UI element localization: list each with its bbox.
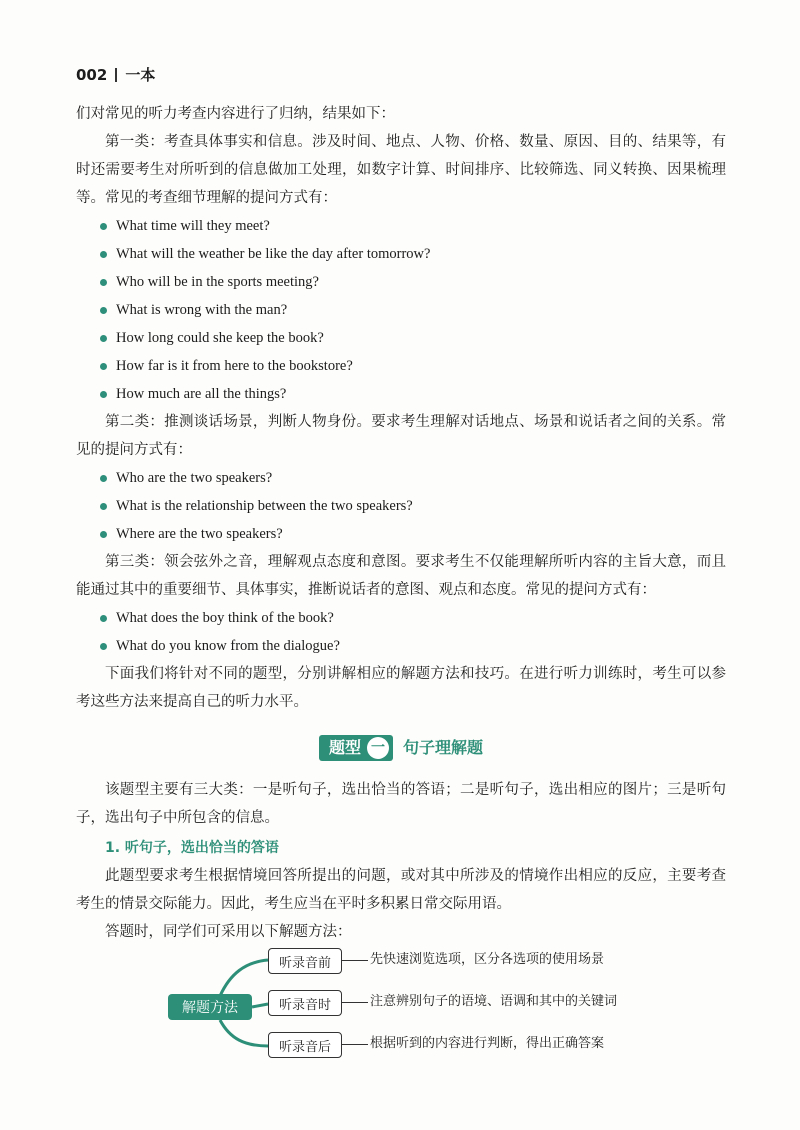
bullet-icon (100, 279, 107, 286)
section-title: 句子理解题 (403, 738, 484, 757)
page-body (76, 100, 726, 946)
category-2-questions (76, 464, 726, 548)
bullet-icon (100, 531, 107, 538)
category-3-questions (76, 604, 726, 660)
question-item: Where are the two speakers? (98, 520, 726, 548)
bullet-icon (100, 643, 107, 650)
category-2-text: 第二类：推测谈话场景，判断人物身份。要求考生理解对话地点、场景和说话者之间的关系。常见的提问方式有： (76, 414, 726, 458)
question-item: Who are the two speakers? (98, 464, 726, 492)
header-divider (115, 68, 117, 82)
diagram-root: 解题方法 (168, 994, 252, 1020)
branch-after-label: 听录音后 (268, 1032, 342, 1058)
question-item: What do you know from the dialogue? (98, 632, 726, 660)
question-item: What will the weather be like the day after tomorrow? (98, 240, 726, 268)
book-title: 一本 (125, 66, 156, 84)
section-intro: 该题型主要有三大类：一是听句子，选出恰当的答语；二是听句子，选出相应的图片；三是听句子，选出句子中所包含的信息。 (76, 782, 726, 826)
subsection-heading: 1. 听句子，选出恰当的答语 (105, 840, 279, 856)
page-number: 002 (76, 65, 108, 84)
page-header (76, 64, 155, 85)
question-type-tag: 题型 一 (319, 735, 393, 761)
question-item: What time will they meet? (98, 212, 726, 240)
question-item: How far is it from here to the bookstore? (98, 352, 726, 380)
method-diagram (160, 944, 680, 1064)
branch-during-label: 听录音时 (268, 990, 342, 1016)
bullet-icon (100, 503, 107, 510)
bullet-icon (100, 363, 107, 370)
question-item: How much are all the things? (98, 380, 726, 408)
branch-before-label: 听录音前 (268, 948, 342, 974)
bullet-icon (100, 307, 107, 314)
branch-during-desc: 注意辨别句子的语境、语调和其中的关键词 (370, 994, 618, 1009)
connector-line (342, 960, 368, 961)
subsection-text: 此题型要求考生根据情境回答所提出的问题，或对其中所涉及的情境作出相应的反应，主要考查考生的情景交际能力。因此，考生应当在平时多积累日常交际用语。 (76, 868, 726, 912)
branch-before-desc: 先快速浏览选项，区分各选项的使用场景 (370, 952, 605, 967)
section-banner (76, 734, 726, 762)
question-item: What is wrong with the man? (98, 296, 726, 324)
intro-line: 们对常见的听力考查内容进行了归纳，结果如下： (76, 106, 395, 122)
bullet-icon (100, 475, 107, 482)
category-1-questions (76, 212, 726, 408)
bullet-icon (100, 223, 107, 230)
question-item: Who will be in the sports meeting? (98, 268, 726, 296)
connector-line (342, 1002, 368, 1003)
category-1-text: 第一类：考查具体事实和信息。涉及时间、地点、人物、价格、数量、原因、目的、结果等，有时还需要考生对所听到的信息做加工处理，如数字计算、时间排序、比较筛选、同义转换、因果梳理等。常见的考查细节理解的提问方式有： (76, 134, 726, 206)
question-item: What is the relationship between the two speakers? (98, 492, 726, 520)
question-item: How long could she keep the book? (98, 324, 726, 352)
question-item: What does the boy think of the book? (98, 604, 726, 632)
category-3-text: 第三类：领会弦外之音，理解观点态度和意图。要求考生不仅能理解所听内容的主旨大意，而且能通过其中的重要细节、具体事实，推断说话者的意图、观点和态度。常见的提问方式有： (76, 554, 726, 598)
closing-paragraph: 下面我们将针对不同的题型，分别讲解相应的解题方法和技巧。在进行听力训练时，考生可以参考这些方法来提高自己的听力水平。 (76, 666, 726, 710)
bullet-icon (100, 335, 107, 342)
type-number-badge: 一 (367, 737, 389, 759)
bullet-icon (100, 615, 107, 622)
bullet-icon (100, 251, 107, 258)
connector-line (342, 1044, 368, 1045)
subsection-lead: 答题时，同学们可采用以下解题方法： (105, 924, 352, 940)
branch-after-desc: 根据听到的内容进行判断，得出正确答案 (370, 1036, 605, 1051)
bullet-icon (100, 391, 107, 398)
